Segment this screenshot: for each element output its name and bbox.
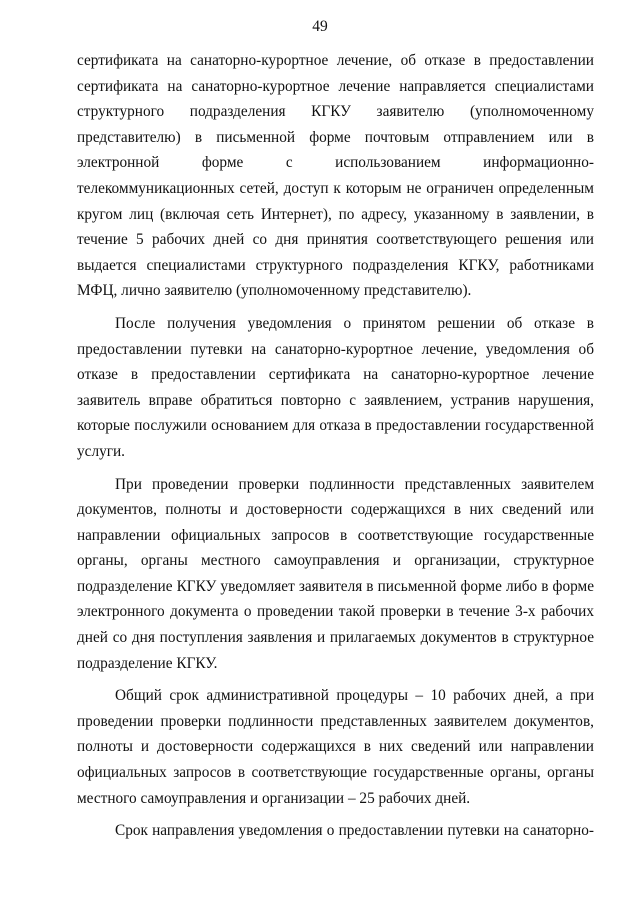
paragraph-total-term: Общий срок административной процедуры – 10 рабочих дней, а при проведении проверки подлинности представленных заявителем документов, полноты и достоверности содержащихся в них сведений или направлении официальных запросов в соответствующие государственные органы, органы местного самоуправления и организации – 25 рабочих дней. (77, 687, 594, 807)
paragraph-authenticity-check: При проведении проверки подлинности представленных заявителем документов, полноты и достоверности содержащихся в них сведений или направлении официальных запросов в соответствующие государственные органы, органы местного самоуправления и организации, структурное подразделение КГКУ уведомляет заявителя в письменной форме либо в форме электронного документа о проведении такой проверки в течение 3-х рабочих дней со дня поступления заявления и прилагаемых документов в структурное подразделение КГКУ. (77, 475, 594, 672)
document-body (77, 48, 594, 851)
page-number: 49 (312, 18, 328, 35)
paragraph-continuation: сертификата на санаторно-курортное лечение, об отказе в предоставлении сертификата на санаторно-курортное лечение направляется специалистами структурного подразделения КГКУ заявителю (уполномоченному представителю) в письменной форме почтовым отправлением или в электронной форме с использованием информационно-телекоммуникационных сетей, доступ к которым не ограничен определенным кругом лиц (включая сеть Интернет), по адресу, указанному в заявлении, в течение 5 рабочих дней со дня принятия соответствующего решения или выдается специалистами структурного подразделения КГКУ, работниками МФЦ, лично заявителю (уполномоченному представителю). (77, 52, 594, 300)
paragraph-notification-term: Срок направления уведомления о предоставлении путевки на санаторно- (115, 822, 594, 840)
paragraph-repeat-application: После получения уведомления о принятом решении об отказе в предоставлении путевки на санаторно-курортное лечение, уведомления об отказе в предоставлении сертификата на санаторно-курортное лечение заявитель вправе обратиться повторно с заявлением, устранив нарушения, которые послужили основанием для отказа в предоставлении государственной услуги. (77, 314, 594, 460)
